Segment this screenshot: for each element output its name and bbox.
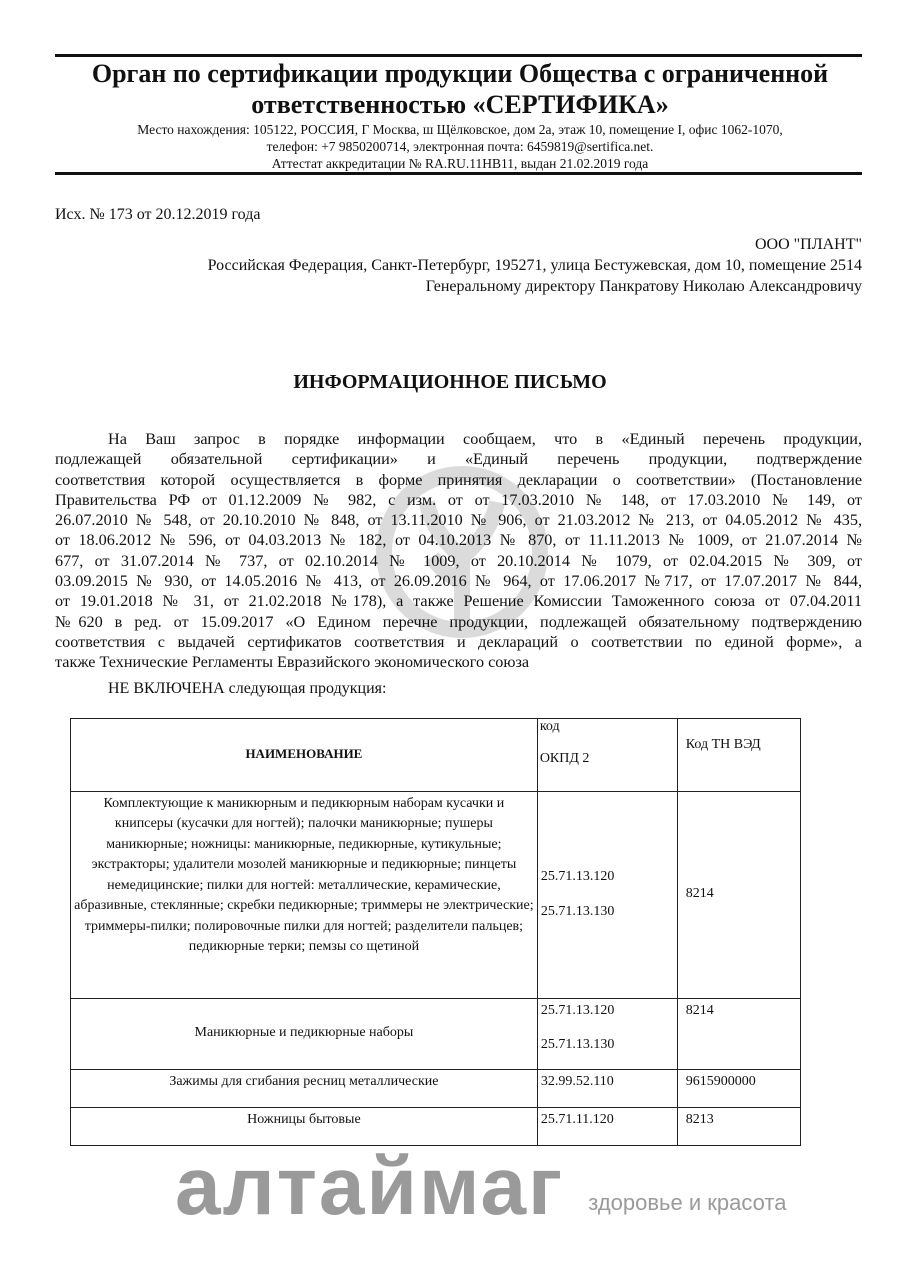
okpd-code-value: 25.71.13.120 (540, 1002, 615, 1018)
product-name: Комплектующие к маникюрным и педикюрным наборам кусачки и книпсеры (кусачки для ногтей); палочки маникюрные; пушеры маникюрные; ножницы: маникюрные, педикюрные, кутикульные; экстракторы; удалители мозолей маникюрные и педикюрные; пинцеты немедицинские; пилки для ногтей: металлические, керамические, абразивные, стеклянные; скребки педикюрные; триммеры не электрические; триммеры-пилки; полировочные пилки для ногтей; разделители пальцев; педикюрные терки; пемзы со щетиной (71, 791, 538, 998)
org-accreditation: Аттестат аккредитации № RA.RU.11НВ11, выдан 21.02.2019 года (271, 156, 649, 171)
body-line: соответствия с выдачей сертификатов соответствия и деклараций о соответствии по единой форме», а (55, 632, 862, 651)
header-okpd (537, 718, 677, 791)
body-line: также Технические Регламенты Евразийского экономического союза (55, 653, 530, 672)
org-address: Место нахождения: 105122, РОССИЯ, Г Москва, ш Щёлковское, дом 2а, этаж 10, помещение I, офис 1062-1070, (137, 122, 783, 137)
header-top-rule (55, 54, 862, 57)
recipient-company: ООО "ПЛАНТ" (754, 236, 862, 253)
header-okpd-line2: ОКПД 2 (539, 750, 590, 766)
watermark (175, 1140, 862, 1232)
table-header-row (71, 718, 801, 791)
okpd-code-value: 32.99.52.110 (540, 1073, 614, 1089)
header-name: НАИМЕНОВАНИЕ (71, 718, 538, 791)
table-row (71, 791, 801, 998)
table-row (71, 1069, 801, 1107)
org-contacts: телефон: +7 9850200714, электронная почта: 6459819@sertifica.net. (266, 139, 654, 154)
body-line: №620 в ред. от 15.09.2017 «О Едином перечне продукции, подлежащей обязательному подтверждению (55, 612, 862, 631)
product-name: Маникюрные и педикюрные наборы (71, 998, 538, 1069)
org-name-line1: Орган по сертификации продукции Общества с ограниченной (91, 59, 829, 88)
watermark-brand: алтаймаг (175, 1140, 565, 1232)
product-name: Ножницы бытовые (71, 1107, 538, 1145)
watermark-tagline: здоровье и красота (588, 1189, 787, 1215)
outgoing-number: Исх. № 173 от 20.12.2019 года (55, 206, 261, 223)
okpd-code-value: 25.71.11.120 (540, 1111, 614, 1127)
okpd-code-value: 25.71.13.120 (540, 869, 615, 885)
tnved-code: 8213 (677, 1107, 800, 1145)
body-line: 26.07.2010 № 548, от 20.10.2010 № 848, от 13.11.2010 № 906, от 21.03.2012 № 213, от 04.05.2012 № 435, (55, 511, 862, 530)
okpd-code (537, 998, 677, 1069)
header-bottom-rule (55, 172, 862, 175)
body-line: подлежащей обязательной сертификации» и «Единый перечень продукции, подтверждение (55, 450, 862, 469)
products-table (70, 718, 801, 1146)
table-row (71, 1107, 801, 1145)
okpd-code (537, 791, 677, 998)
org-name-line2: ответственностью «СЕРТИФИКА» (251, 90, 669, 119)
body-line: 03.09.2015 № 930, от 14.05.2016 № 413, от 26.09.2016 № 964, от 17.06.2017 №717, от 17.07.2017 № 844, (55, 572, 862, 591)
tnved-code: 8214 (677, 998, 800, 1069)
okpd-code (537, 1107, 677, 1145)
body-line: от 18.06.2012 № 596, от 04.03.2013 № 182, от 04.10.2013 № 870, от 11.11.2013 № 1009, от 21.07.2014 № (55, 531, 862, 550)
okpd-code-value: 25.71.13.130 (540, 903, 615, 919)
header-okpd-line1: код (539, 718, 560, 734)
header-tnved: Код ТН ВЭД (677, 718, 800, 791)
recipient-person: Генеральному директору Панкратову Николаю Александровичу (425, 278, 862, 295)
body-line: Правительства РФ от 01.12.2009 № 982, с изм. от от 17.03.2010 № 148, от 17.03.2010 № 149, от (55, 490, 862, 509)
body-line: от 19.01.2018 № 31, от 21.02.2018 №178), а также Решение Комиссии Таможенного союза от 07.04.2011 (55, 592, 862, 611)
tnved-code: 9615900000 (677, 1069, 800, 1107)
body-line: 677, от 31.07.2014 № 737, от 02.10.2014 № 1009, от 20.10.2014 № 1079, от 02.04.2015 № 309, от (55, 551, 862, 570)
letter-content (55, 429, 862, 1232)
product-name: Зажимы для сгибания ресниц металлические (71, 1069, 538, 1107)
recipient-address: Российская Федерация, Санкт-Петербург, 195271, улица Бестужевская, дом 10, помещение 2514 (207, 257, 862, 274)
okpd-code-value: 25.71.13.130 (540, 1037, 615, 1053)
body-line: На Ваш запрос в порядке информации сообщаем, что в «Единый перечень продукции, (108, 430, 862, 448)
okpd-code (537, 1069, 677, 1107)
tnved-code: 8214 (677, 791, 800, 998)
body-line: соответствия которой осуществляется в форме принятия декларации о соответствии» (Постановление (55, 470, 862, 489)
table-row (71, 998, 801, 1069)
letter-title: ИНФОРМАЦИОННОЕ ПИСЬМО (293, 371, 607, 393)
letter-body (55, 429, 862, 673)
not-included-label: НЕ ВКЛЮЧЕНА следующая продукция: (108, 679, 387, 697)
